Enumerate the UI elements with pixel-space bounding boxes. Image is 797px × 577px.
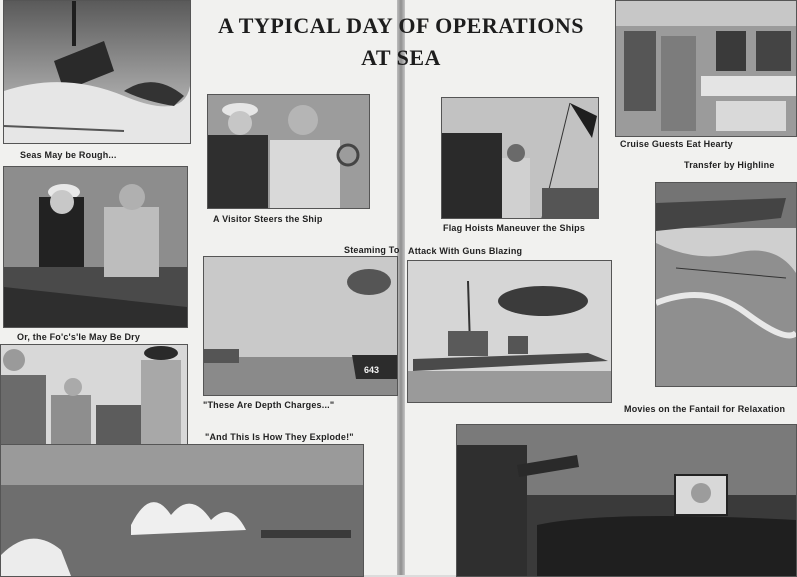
title-line-2: AT SEA: [361, 45, 441, 70]
photo-attack: [407, 260, 612, 403]
photo-cruise-guests: [615, 0, 797, 137]
title-line-1: A TYPICAL DAY OF OPERATIONS: [218, 13, 584, 38]
page-gutter: [397, 0, 405, 575]
caption-rough: Seas May be Rough...: [20, 150, 117, 160]
photo-visitor-steers: [207, 94, 370, 209]
photo-flag-hoists: [441, 97, 599, 219]
caption-transfer: Transfer by Highline: [684, 160, 775, 170]
caption-visitor: A Visitor Steers the Ship: [213, 214, 323, 224]
caption-movies: Movies on the Fantail for Relaxation: [624, 404, 786, 414]
photo-highline-transfer: [655, 182, 797, 387]
caption-depth: "These Are Depth Charges...": [203, 400, 335, 410]
caption-cruise: Cruise Guests Eat Hearty: [620, 139, 733, 149]
page-title: [196, 10, 606, 74]
caption-attack: Attack With Guns Blazing: [408, 246, 523, 256]
photo-explosion: [0, 444, 364, 577]
photo-focsle-crew: [3, 166, 188, 328]
photo-steaming-destroyer: [203, 256, 398, 396]
photo-rough-seas: [3, 0, 191, 144]
caption-steaming: Steaming To: [344, 245, 400, 255]
caption-flag: Flag Hoists Maneuver the Ships: [443, 223, 586, 233]
photo-movies-fantail: [456, 424, 797, 577]
caption-explode: "And This Is How They Explode!": [205, 432, 354, 442]
caption-dry: Or, the Fo'c's'le May Be Dry: [17, 332, 141, 342]
hull-number: 643: [364, 365, 380, 375]
